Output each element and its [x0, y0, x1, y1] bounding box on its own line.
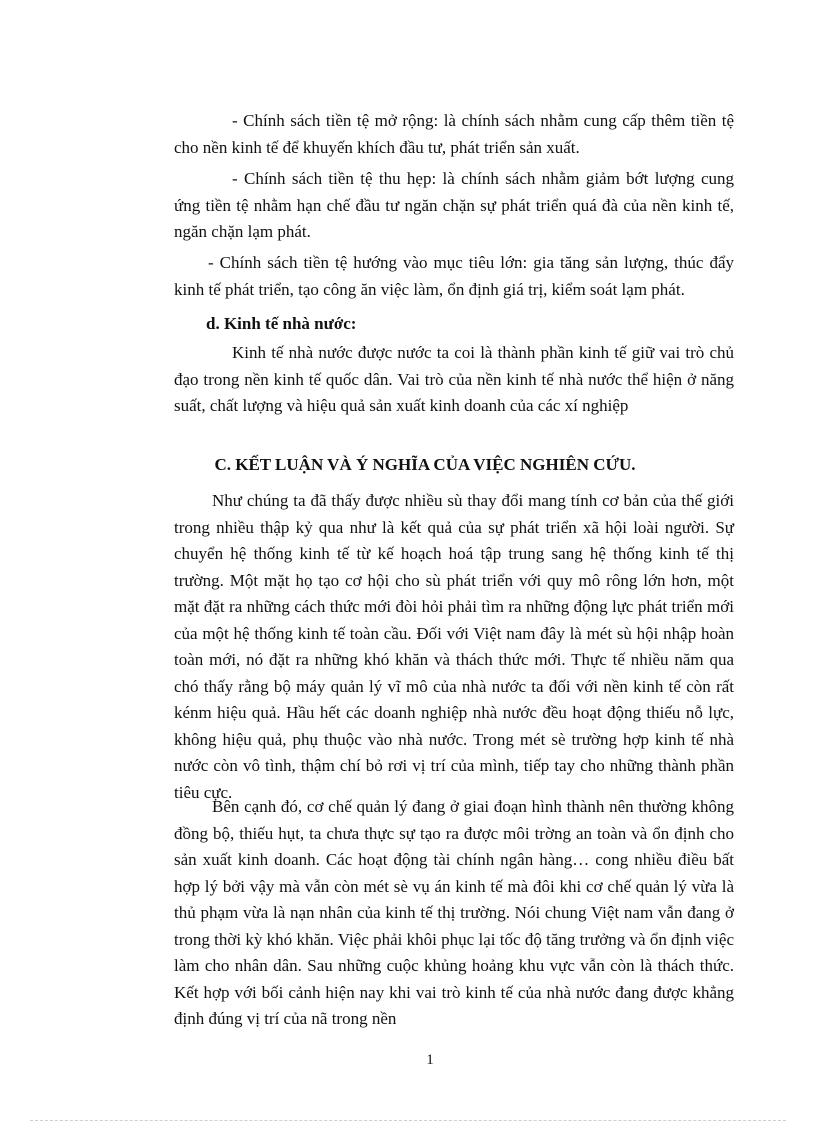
page-number: 1: [426, 1052, 434, 1068]
page-bottom-divider: [30, 1120, 786, 1121]
paragraph-policy-targets: - Chính sách tiền tệ hướng vào mục tiêu lớn: gia tăng sản lượng, thúc đẩy kinh tế phát triển, tạo công ăn việc làm, ổn định giá trị, kiểm soát lạm phát.: [174, 253, 734, 299]
paragraph-expansionary-policy: - Chính sách tiền tệ mở rộng: là chính sách nhằm cung cấp thêm tiền tệ cho nền kinh tế để khuyến khích đầu tư, phát triển sản xuất.: [174, 111, 734, 157]
paragraph-state-economy: Kinh tế nhà nước được nước ta coi là thành phần kinh tế giữ vai trò chủ đạo trong nền kinh tế quốc dân. Vai trò của nền kinh tế nhà nước thể hiện ở năng suất, chất lượng và hiệu quả sản xuất kinh doanh của các xí nghiệp: [174, 343, 734, 415]
paragraph-contractionary-policy: - Chính sách tiền tệ thu hẹp: là chính sách nhằm giảm bớt lượng cung ứng tiền tệ nhằm hạn chế đầu tư ngăn chặn sự phát triển quá đà của nền kinh tế, ngăn chặn lạm phát.: [174, 169, 734, 241]
paragraph-conclusion-2: Bên cạnh đó, cơ chế quản lý đang ở giai đoạn hình thành nên thường không đồng bộ, thiếu hụt, ta chưa thực sự tạo ra được môi trờng an toàn và ổn định cho sản xuất kinh doanh. Các hoạt động tài chính ngân hàng… cong nhiều điều bất hợp lý bởi vậy mà vẫn còn mét sè vụ án kinh tế mà đôi khi cơ chế quản lý vừa là thủ phạm vừa là nạn nhân của kinh tế thị trường. Nói chung Việt nam vẫn đang ở trong thời kỳ khó khăn. Việc phải khôi phục lại tốc độ tăng trưởng và ổn định việc làm cho nhân dân. Sau những cuộc khủng hoảng khu vực vẫn còn là thách thức. Kết hợp với bối cảnh hiện nay khi vai trò kinh tế của nhà nước đang được khẳng định đúng vị trí của nã trong nền: [174, 797, 734, 1028]
paragraph-conclusion-1: Như chúng ta đã thấy được nhiều sù thay đổi mang tính cơ bản của thế giới trong nhiều thập kỷ qua như là kết quả của sự phát triển xã hội loài người. Sự chuyển hệ thống kinh tế từ kế hoạch hoá tập trung sang hệ thống kinh tế thị trường. Một mặt họ tạo cơ hội cho sù phát triển với quy mô rông lớn hơn, một mặt đặt ra những cách thức mới đòi hỏi phải tìm ra những động lực phát triển mới của một hệ thống kinh tế toàn cầu. Đối với Việt nam đây là mét sù hội nhập hoàn toàn mới, nó đặt ra những khó khăn và thách thức mới. Thực tế nhiều năm qua chó thấy rằng bộ máy quản lý vĩ mô của nhà nước ta đối với nền kinh tế còn rất kénm hiệu quả. Hầu hết các doanh nghiệp nhà nước đều hoạt động thiếu nỗ lực, không hiệu quả, phụ thuộc vào nhà nước. Trong mét sè trường hợp kinh tế nhà nước còn vô tình, thậm chí bỏ rơi vị trí của mình, tiếp tay cho những thành phần tiêu cực.: [174, 491, 734, 802]
section-heading-conclusion: C. KẾT LUẬN VÀ Ý NGHĨA CỦA VIỆC NGHIÊN CỨU.: [214, 455, 636, 474]
section-heading-state-economy: d. Kinh tế nhà nước:: [206, 314, 357, 333]
